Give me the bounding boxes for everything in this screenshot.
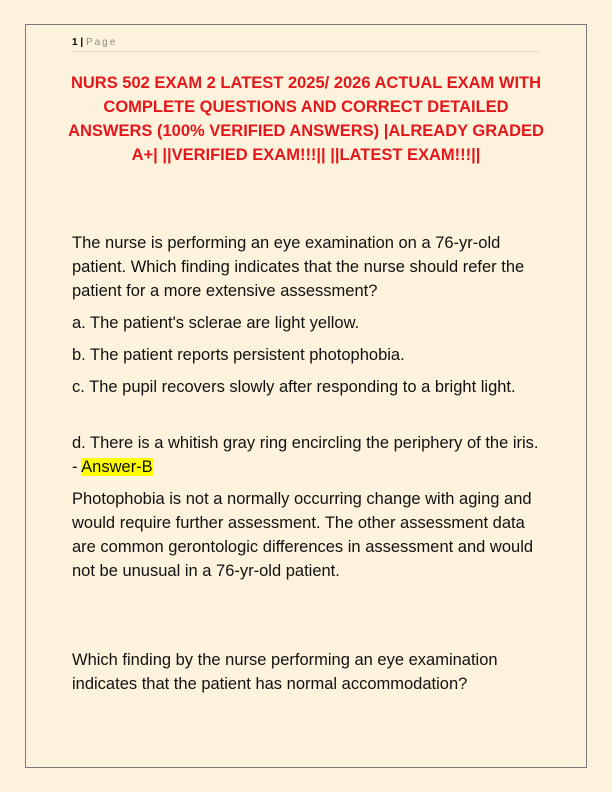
question-1-rationale: Photophobia is not a normally occurring change with aging and would require further assessment. The other assessment data are common gerontologic differences in assessment and would not be unusual in a 76-yr-old patient. (72, 490, 534, 580)
page-separator: | (80, 37, 84, 48)
page-label: Page (85, 37, 118, 48)
question-1-text: The nurse is performing an eye examination on a 76-yr-old patient. Which finding indicates that the nurse should refer the patient for a more extensive assessment? (72, 234, 525, 300)
question-1-option-d-text: d. There is a whitish gray ring encircling the periphery of the iris. - (72, 434, 539, 476)
question-1-option-a: a. The patient's sclerae are light yellow. (72, 314, 360, 332)
page-header (72, 36, 540, 52)
question-1-answer: Answer-B (81, 458, 153, 476)
page-number: 1 (72, 37, 78, 48)
question-1-option-b: b. The patient reports persistent photophobia. (72, 346, 405, 364)
question-1-option-d (72, 431, 547, 479)
question-2-text: Which finding by the nurse performing an eye examination indicates that the patient has normal accommodation? (72, 651, 498, 693)
question-1-option-c: c. The pupil recovers slowly after responding to a bright light. (72, 378, 516, 396)
document-title: NURS 502 EXAM 2 LATEST 2025/ 2026 ACTUAL EXAM WITH COMPLETE QUESTIONS AND CORRECT DETAILED ANSWERS (100% VERIFIED ANSWERS) |ALREADY GRADED A+| ||VERIFIED EXAM!!!|| ||LATEST EXAM!!!|| (68, 74, 544, 164)
